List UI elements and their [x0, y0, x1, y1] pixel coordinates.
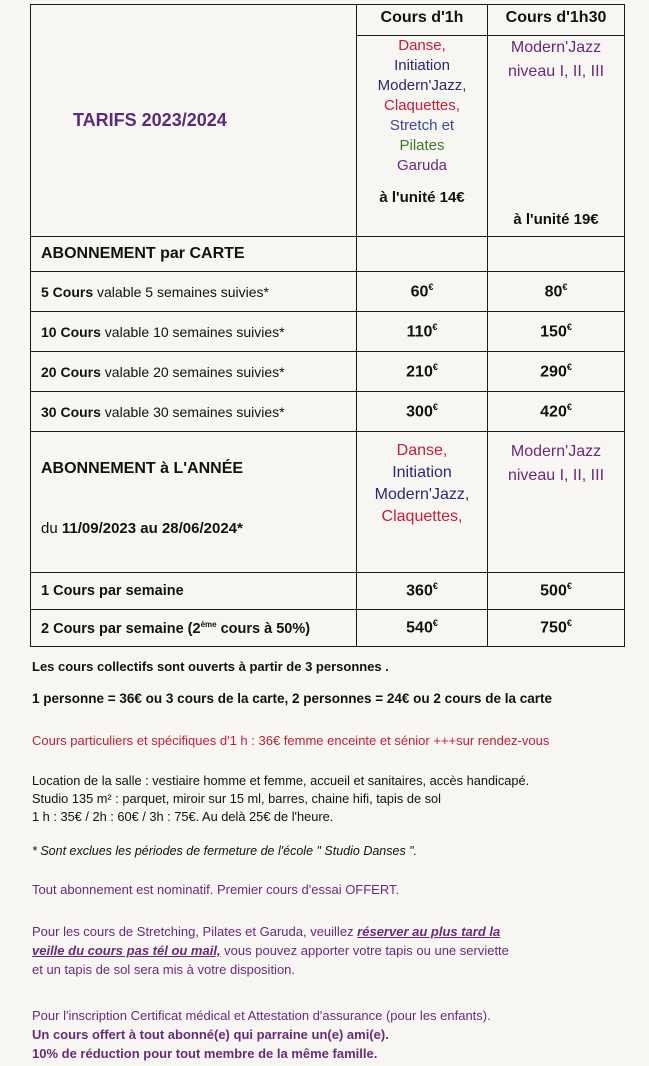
- carte-section-title: ABONNEMENT par CARTE: [31, 237, 357, 272]
- annee-section-row: [31, 432, 625, 573]
- price-value: 750: [540, 619, 567, 637]
- unit-price-1h: à l'unité 14€: [379, 189, 465, 206]
- location-line: Location de la salle : vestiaire homme et femme, accueil et sanitaires, accès handicapé.: [32, 773, 530, 788]
- annee-row-label: 1 Cours par semaine: [31, 573, 357, 610]
- price-1h: [357, 573, 488, 610]
- price-value: 80: [544, 283, 563, 301]
- note-inscription: [32, 1006, 622, 1063]
- price-value: 360: [406, 582, 433, 600]
- annee-date: [41, 520, 356, 537]
- annee-section-cell: [31, 432, 357, 573]
- studio-line: Studio 135 m² : parquet, miroir sur 15 ml, barres, chaine hifi, tapis de sol: [32, 791, 441, 806]
- location-prices: 1 h : 35€ / 2h : 60€ / 3h : 75€. Au delà 25€ de l'heure.: [32, 809, 334, 824]
- course-count: 5 Cours: [41, 283, 94, 300]
- date-range: 11/09/2023 au 28/06/2024*: [61, 520, 243, 537]
- note-cours-particuliers: Cours particuliers et spécifiques d'1 h : 36€ femme enceinte et sénior +++sur rendez-vous: [32, 733, 550, 748]
- currency: €: [432, 401, 438, 412]
- currency: €: [566, 361, 572, 372]
- price-1h30: [488, 272, 625, 312]
- course-line: Modern'Jazz: [510, 443, 602, 460]
- note-reservation: [32, 922, 622, 979]
- table-row: [31, 573, 625, 610]
- carte-row-label: [31, 272, 357, 312]
- price-1h30: [488, 610, 625, 647]
- price-1h: [357, 610, 488, 647]
- annee-courses-1h30: [488, 432, 625, 573]
- parrainage-line: Un cours offert à tout abonné(e) qui parraine un(e) ami(e).: [32, 1027, 389, 1042]
- validity-label: valable 5 semaines suivies*: [93, 283, 269, 300]
- price-value: 60: [410, 283, 429, 301]
- famille-line: 10% de réduction pour tout membre de la même famille.: [32, 1046, 378, 1061]
- col-header-1h: Cours d'1h: [357, 5, 488, 36]
- course-line: Danse,: [398, 37, 446, 54]
- note-collectifs: Les cours collectifs sont ouverts à partir de 3 personnes .: [32, 659, 389, 674]
- table-row: [31, 352, 625, 392]
- price-1h30: [488, 392, 625, 432]
- empty-cell: [488, 237, 625, 272]
- currency: €: [562, 281, 568, 292]
- price-value: 290: [540, 363, 567, 381]
- annee-courses-1h: [357, 432, 488, 573]
- inscription-line: Pour l'inscription Certificat médical et Attestation d'assurance (pour les enfants).: [32, 1008, 491, 1023]
- price-value: 420: [540, 403, 567, 421]
- price-value: 110: [406, 323, 433, 341]
- course-line: niveau I, II, III: [507, 63, 605, 80]
- validity-label: valable 30 semaines suivies*: [100, 403, 285, 420]
- price-1h30: [488, 352, 625, 392]
- carte-row-label: [31, 312, 357, 352]
- tarifs-table: [30, 4, 625, 647]
- course-line: Danse,: [396, 442, 448, 459]
- label-sup: ème: [200, 619, 217, 629]
- course-count: 10 Cours: [41, 323, 101, 340]
- course-line: Stretch et: [389, 117, 455, 134]
- validity-label: valable 10 semaines suivies*: [100, 323, 285, 340]
- course-line: Initiation: [394, 57, 450, 74]
- currency: €: [432, 618, 438, 629]
- currency: €: [566, 618, 572, 629]
- course-line: Modern'Jazz,: [377, 77, 467, 94]
- price-1h: [357, 312, 488, 352]
- course-count: 20 Cours: [41, 363, 101, 380]
- label-part: cours à 50%): [216, 620, 311, 637]
- course-line: Modern'Jazz: [510, 39, 602, 56]
- currency: €: [432, 361, 438, 372]
- table-row: [31, 312, 625, 352]
- validity-label: valable 20 semaines suivies*: [100, 363, 285, 380]
- currency: €: [428, 281, 434, 292]
- course-line: Garuda: [396, 157, 448, 174]
- price-value: 210: [406, 363, 433, 381]
- courses-1h30-cell: [488, 36, 625, 237]
- course-line: Claquettes,: [381, 508, 463, 525]
- reservation-emphasis: veille du cours pas tél ou mail,: [32, 943, 221, 958]
- currency: €: [432, 321, 438, 332]
- price-value: 300: [406, 403, 433, 421]
- carte-row-label: [31, 352, 357, 392]
- course-line: Claquettes,: [384, 97, 460, 114]
- note-location: [32, 772, 622, 826]
- table-title: TARIFS 2023/2024: [31, 5, 357, 237]
- col-header-1h30: Cours d'1h30: [488, 5, 625, 36]
- note-nominatif: Tout abonnement est nominatif. Premier cours d'essai OFFERT.: [32, 882, 400, 897]
- carte-section-row: [31, 237, 625, 272]
- currency: €: [566, 581, 572, 592]
- course-line: Modern'Jazz,: [374, 486, 470, 503]
- price-1h: [357, 352, 488, 392]
- course-line: niveau I, II, III: [507, 467, 605, 484]
- price-1h30: [488, 573, 625, 610]
- header-row: [31, 5, 625, 36]
- reservation-emphasis: réserver au plus tard la: [357, 924, 501, 939]
- course-line: Initiation: [392, 464, 452, 481]
- currency: €: [566, 321, 572, 332]
- carte-row-label: [31, 392, 357, 432]
- currency: €: [566, 401, 572, 412]
- price-1h30: [488, 312, 625, 352]
- courses-1h-cell: [357, 36, 488, 237]
- date-prefix: du: [41, 520, 62, 537]
- price-value: 150: [540, 323, 567, 341]
- reservation-text: et un tapis de sol sera mis à votre disposition.: [32, 962, 296, 977]
- price-1h: [357, 392, 488, 432]
- annee-row-label: [31, 610, 357, 647]
- price-1h: [357, 272, 488, 312]
- label-part: 2 Cours par semaine (2: [41, 620, 201, 637]
- course-line: Pilates: [399, 137, 445, 154]
- course-count: 30 Cours: [41, 403, 101, 420]
- price-value: 500: [540, 582, 567, 600]
- table-row: [31, 392, 625, 432]
- empty-cell: [357, 237, 488, 272]
- note-exclusions: * Sont exclues les périodes de fermeture de l'école " Studio Danses ".: [32, 844, 418, 858]
- currency: €: [432, 581, 438, 592]
- annee-section-title: ABONNEMENT à L'ANNÉE: [41, 460, 244, 477]
- reservation-text: Pour les cours de Stretching, Pilates et Garuda, veuillez: [32, 924, 358, 939]
- price-value: 540: [406, 619, 433, 637]
- reservation-text: vous pouvez apporter votre tapis ou une serviette: [220, 943, 509, 958]
- unit-price-1h30: à l'unité 19€: [513, 211, 599, 228]
- table-row: [31, 610, 625, 647]
- note-tarif-personnes: 1 personne = 36€ ou 3 cours de la carte, 2 personnes = 24€ ou 2 cours de la carte: [32, 691, 552, 706]
- table-row: [31, 272, 625, 312]
